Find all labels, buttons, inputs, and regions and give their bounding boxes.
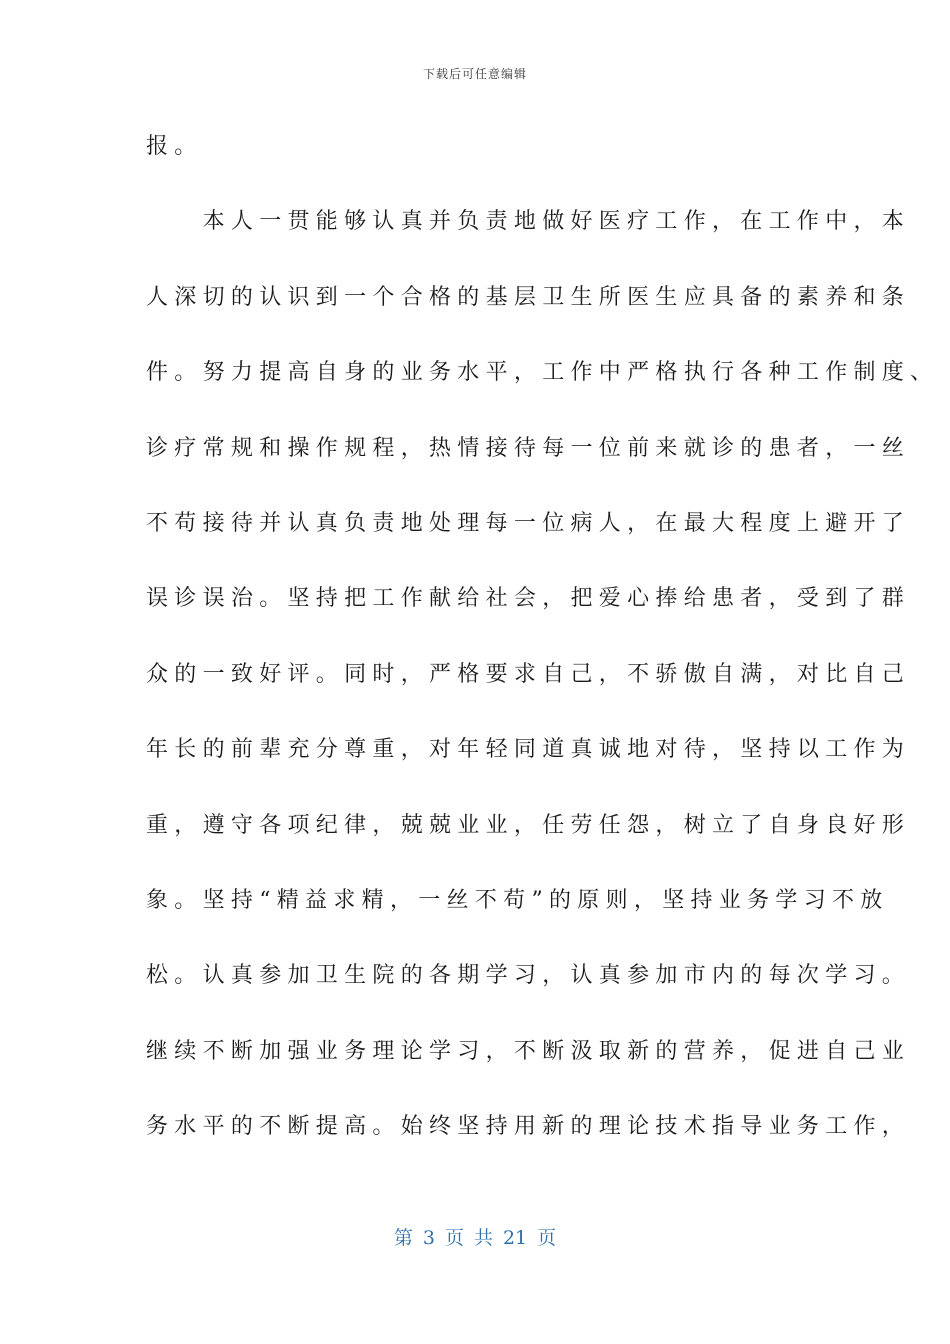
body-line: 诊疗常规和操作规程，热情接待每一位前来就诊的患者，一丝 [146, 435, 911, 461]
body-line: 件。努力提高自身的业务水平，工作中严格执行各种工作制度、 [146, 360, 939, 386]
page-footer [0, 1226, 950, 1250]
footer-total-pages: 21 [502, 1227, 528, 1249]
body-line: 重，遵守各项纪律，兢兢业业，任劳任怨，树立了自身良好形 [146, 812, 911, 838]
body-line: 本人一贯能够认真并负责地做好医疗工作，在工作中，本 [146, 209, 911, 235]
body-line: 众的一致好评。同时，严格要求自己，不骄傲自满，对比自己 [146, 661, 911, 687]
footer-prefix: 第 [393, 1227, 413, 1249]
footer-page-label: 页 [444, 1227, 464, 1249]
body-line: 人深切的认识到一个合格的基层卫生所医生应具备的素养和条 [146, 284, 911, 310]
body-line: 象。坚持“精益求精，一丝不苟”的原则，坚持业务学习不放 [146, 887, 889, 913]
header-note: 下载后可任意编辑 [422, 67, 527, 81]
body-line: 继续不断加强业务理论学习，不断汲取新的营养，促进自己业 [146, 1038, 911, 1064]
footer-suffix: 页 [537, 1227, 557, 1249]
footer-current-page: 3 [422, 1227, 435, 1249]
document-body [146, 120, 939, 1175]
body-line: 松。认真参加卫生院的各期学习，认真参加市内的每次学习。 [146, 963, 911, 989]
body-line: 不苟接待并认真负责地处理每一位病人，在最大程度上避开了 [146, 510, 911, 536]
body-line: 报。 [146, 134, 203, 159]
body-line: 务水平的不断提高。始终坚持用新的理论技术指导业务工作， [146, 1114, 911, 1140]
body-line: 误诊误治。坚持把工作献给社会，把爱心捧给患者，受到了群 [146, 586, 911, 612]
body-line: 年长的前辈充分尊重，对年轻同道真诚地对待，坚持以工作为 [146, 737, 911, 763]
footer-total-label: 共 [473, 1227, 493, 1249]
page-header [0, 66, 950, 82]
